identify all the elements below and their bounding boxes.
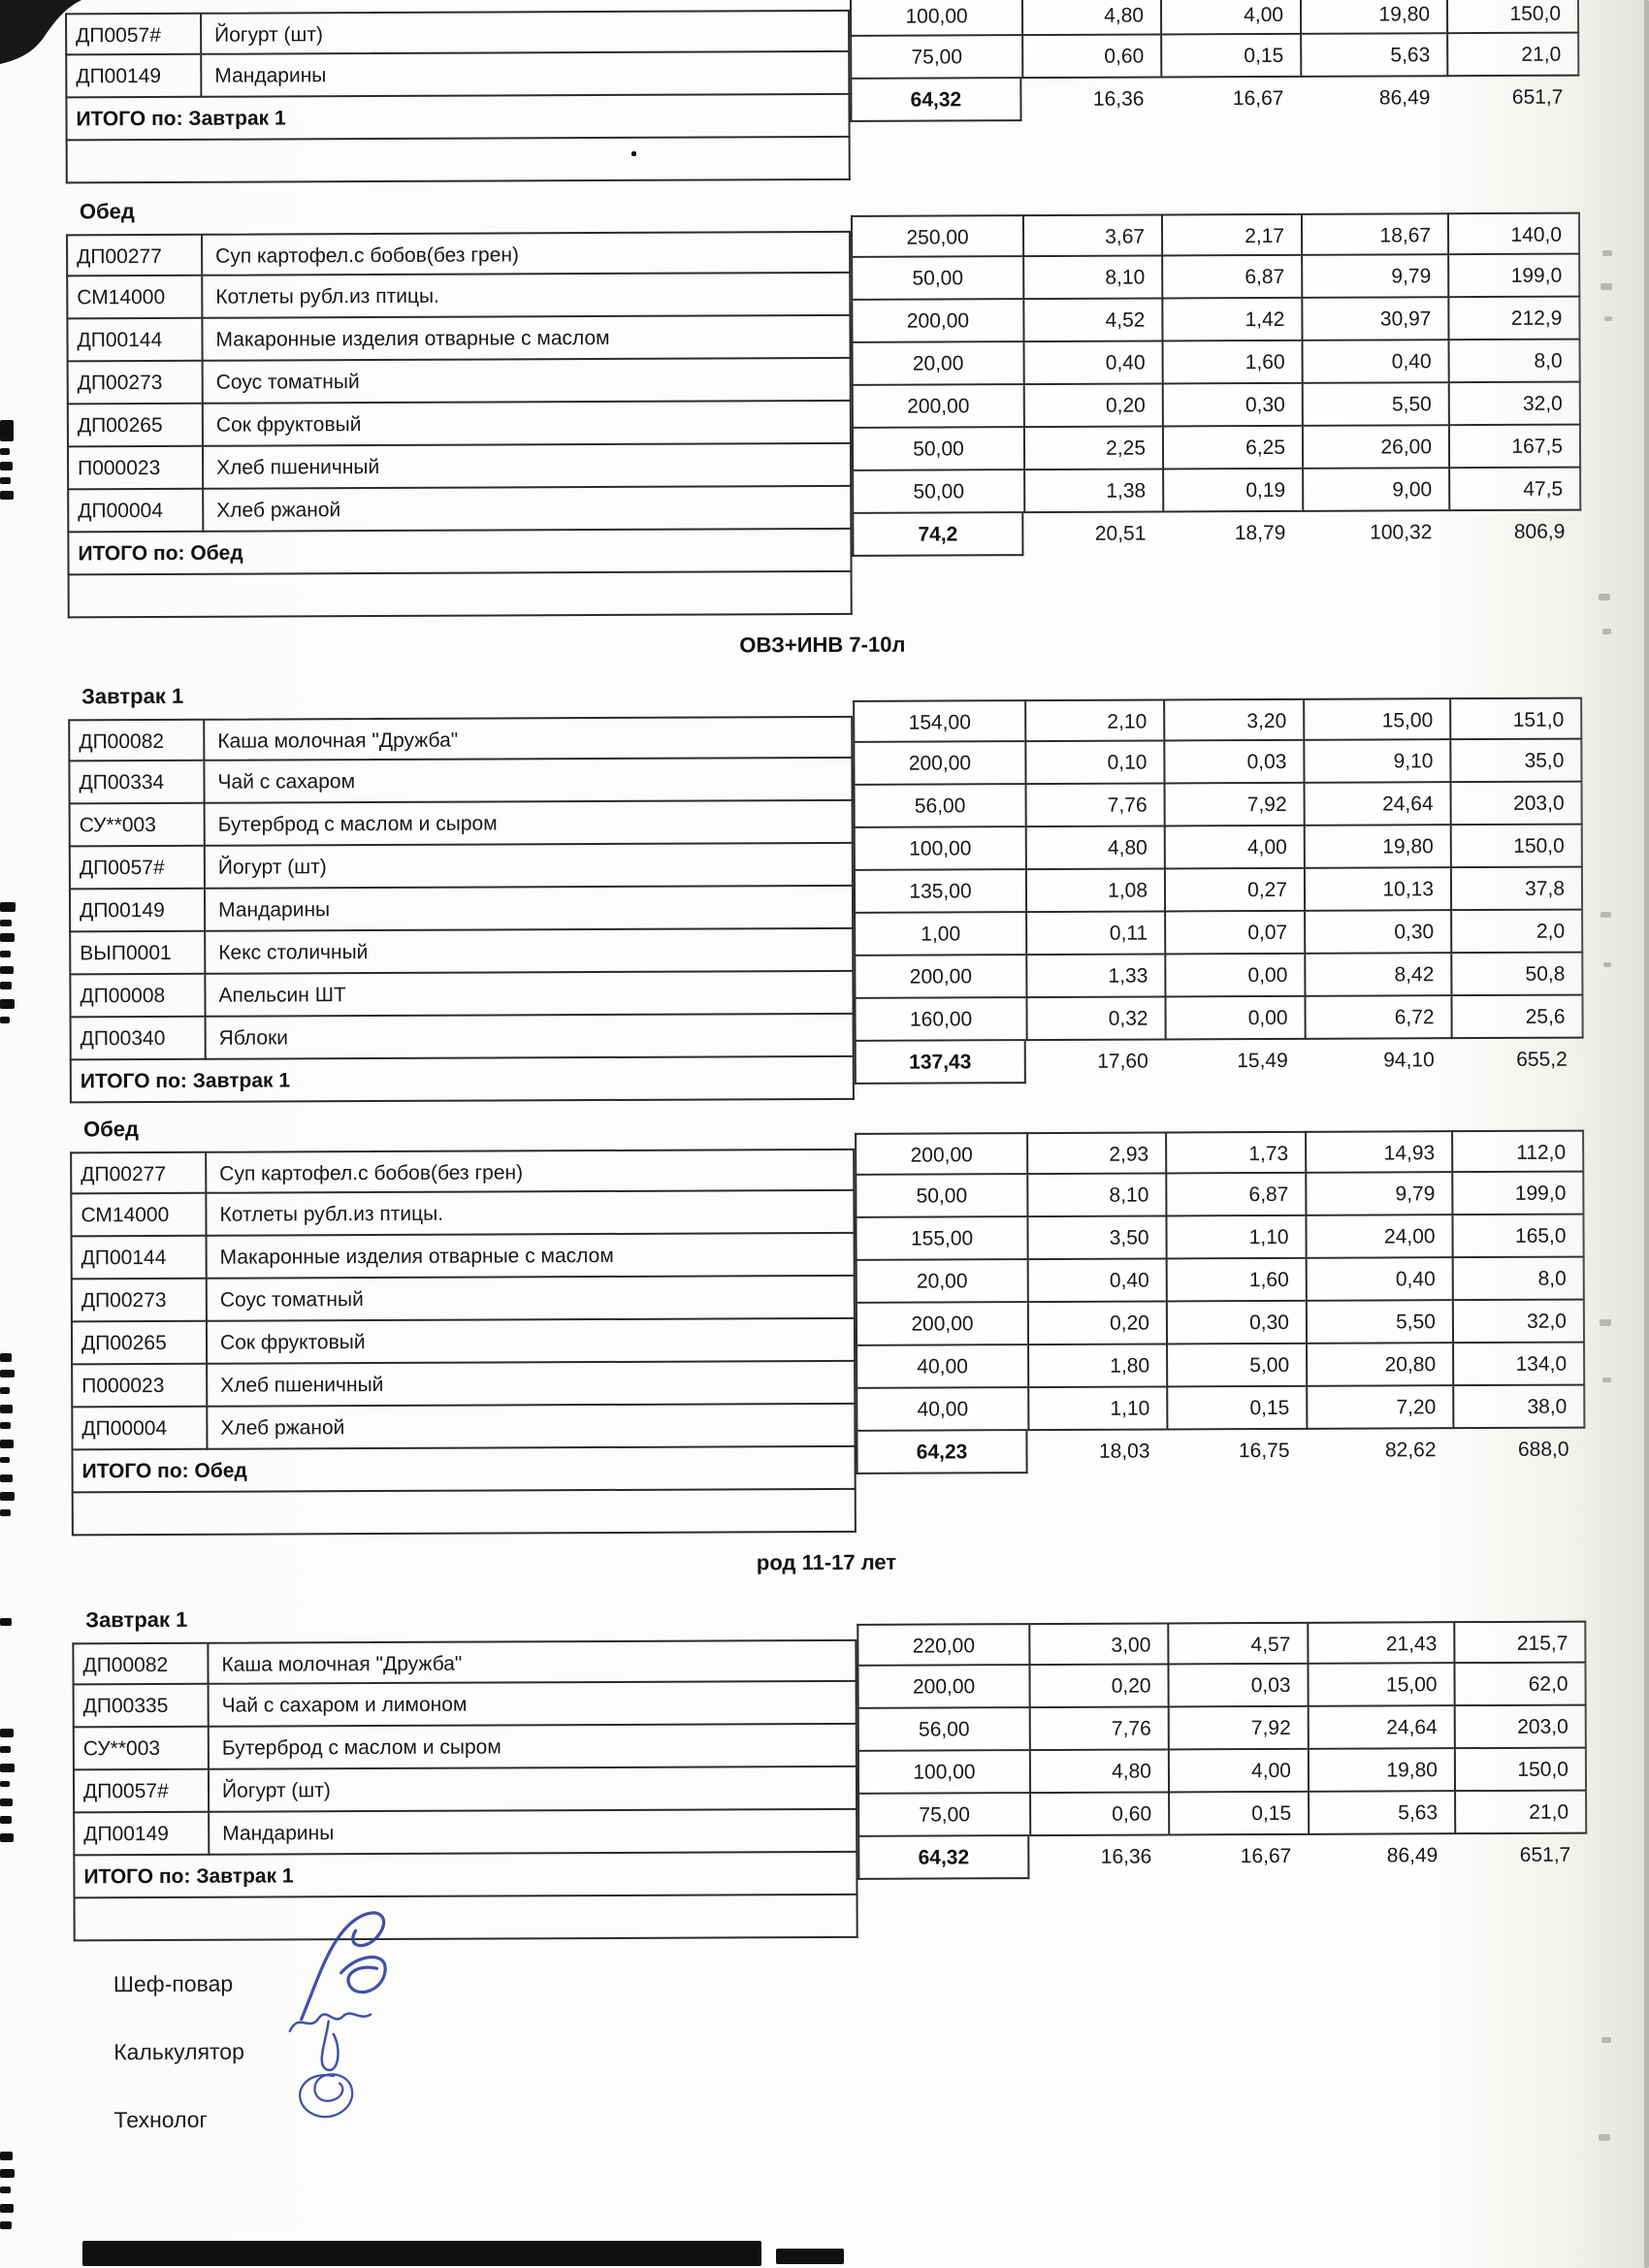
- row-name: Хлеб ржаной: [206, 1405, 856, 1450]
- total-row-label: ИТОГО по: Обед: [67, 530, 852, 576]
- row-value: 150,0: [1450, 826, 1583, 869]
- signature-label: Технолог: [113, 2106, 208, 2133]
- scan-mark: [0, 1422, 11, 1429]
- row-value: 155,00: [855, 1217, 1026, 1261]
- row-value: 0,10: [1024, 741, 1163, 785]
- row-value: 9,79: [1301, 255, 1447, 299]
- row-value: 4,52: [1022, 299, 1161, 342]
- row-value: 0,40: [1023, 341, 1162, 385]
- total-value: 18,03: [1098, 1440, 1150, 1463]
- total-value: 16,67: [1240, 1844, 1292, 1868]
- row-value: 0,20: [1028, 1665, 1167, 1708]
- row-value: 0,15: [1160, 35, 1300, 79]
- row-value: 0,00: [1164, 955, 1304, 998]
- row-value: 7,92: [1168, 1707, 1308, 1751]
- row-name: Кекс столичный: [204, 929, 854, 975]
- row-name: Соус томатный: [206, 1277, 856, 1322]
- row-code: ДП00340: [70, 1018, 205, 1061]
- row-name: Суп картофел.с бобов(без грен): [205, 1149, 855, 1194]
- row-code: ДП0057#: [69, 847, 204, 891]
- total-value: 86,49: [1378, 86, 1431, 110]
- row-code: ДП00082: [72, 1642, 207, 1686]
- row-name: Соус томатный: [202, 359, 852, 405]
- row-code: СУ**003: [73, 1728, 208, 1771]
- row-value: 35,0: [1449, 740, 1582, 784]
- total-value: 16,67: [1232, 86, 1284, 111]
- section-heading: ОВЗ+ИНВ 7-10л: [739, 632, 906, 658]
- row-value: 200,00: [852, 385, 1023, 429]
- meal-title: Обед: [79, 199, 135, 224]
- row-value: 62,0: [1453, 1664, 1586, 1707]
- row-value: 20,80: [1306, 1344, 1452, 1387]
- scan-mark: [0, 951, 11, 957]
- row-value: 0,30: [1166, 1302, 1306, 1345]
- scan-mark: [0, 902, 16, 912]
- row-code: ДП00149: [69, 890, 204, 933]
- row-value: 50,00: [851, 257, 1022, 301]
- scan-mark: [0, 999, 15, 1009]
- scan-mark: [0, 1017, 10, 1023]
- scan-mark: [0, 1798, 13, 1806]
- scan-smudge: [1600, 912, 1611, 918]
- scan-smudge: [1602, 250, 1612, 256]
- signature-scribble: [271, 2062, 387, 2153]
- row-value: 8,0: [1448, 340, 1581, 384]
- row-code: ДП0057#: [65, 13, 200, 56]
- row-value: 200,00: [855, 1132, 1026, 1176]
- row-value: 32,0: [1448, 383, 1581, 427]
- row-value: 1,80: [1027, 1345, 1166, 1388]
- scan-mark: [0, 920, 12, 926]
- row-value: 154,00: [853, 699, 1024, 743]
- scan-mark: [0, 477, 11, 484]
- total-value: 20,51: [1094, 522, 1147, 545]
- scan-mark: [776, 2249, 844, 2264]
- total-value: 18,79: [1234, 521, 1286, 545]
- row-value: 26,00: [1302, 426, 1448, 470]
- row-value: 25,6: [1450, 996, 1583, 1040]
- row-value: 4,57: [1167, 1622, 1307, 1666]
- total-value: 655,2: [1516, 1048, 1568, 1071]
- scan-mark: [0, 491, 14, 500]
- row-value: 24,64: [1308, 1706, 1454, 1750]
- row-value: 200,00: [856, 1303, 1027, 1346]
- row-code: ДП00277: [70, 1151, 205, 1195]
- total-row-label: ИТОГО по: Завтрак 1: [65, 95, 850, 142]
- row-value: 200,00: [851, 300, 1022, 343]
- scan-mark: [0, 933, 15, 942]
- row-name: Яблоки: [205, 1015, 855, 1060]
- row-value: 7,76: [1029, 1707, 1168, 1751]
- row-name: Макаронные изделия отварные с маслом: [201, 316, 851, 362]
- total-value: 651,7: [1519, 1843, 1571, 1866]
- total-value: 17,60: [1097, 1050, 1148, 1073]
- row-value: 200,00: [853, 742, 1024, 786]
- row-value: 40,00: [856, 1345, 1027, 1389]
- scan-mark: [0, 1833, 14, 1842]
- row-value: 0,07: [1164, 912, 1304, 956]
- row-name: Мандарины: [200, 52, 850, 98]
- row-name: Апельсин ШТ: [204, 972, 854, 1018]
- row-value: 150,0: [1446, 0, 1579, 34]
- row-name: Каша молочная "Дружба": [203, 716, 853, 761]
- row-name: Сок фруктовый: [202, 402, 852, 447]
- scan-corner-blob: [0, 0, 97, 78]
- row-value: 3,50: [1026, 1216, 1165, 1260]
- row-value: 20,00: [856, 1260, 1027, 1304]
- scan-smudge: [1602, 1377, 1611, 1382]
- row-value: 1,10: [1165, 1216, 1305, 1260]
- row-value: 0,15: [1166, 1387, 1306, 1431]
- row-value: 0,27: [1164, 869, 1304, 913]
- row-code: ДП00273: [71, 1280, 206, 1323]
- row-value: 3,20: [1163, 698, 1303, 742]
- row-name: Йогурт (шт): [208, 1767, 857, 1813]
- scan-mark: [0, 420, 14, 441]
- row-name: Бутерброд с маслом и сыром: [208, 1725, 857, 1770]
- row-value: 165,0: [1451, 1215, 1584, 1259]
- scan-smudge: [1599, 594, 1610, 600]
- meal-title: Завтрак 1: [81, 683, 184, 709]
- row-value: 112,0: [1451, 1130, 1584, 1174]
- row-value: 75,00: [857, 1794, 1029, 1837]
- row-value: 1,38: [1023, 470, 1162, 513]
- row-value: 150,0: [1454, 1749, 1587, 1793]
- scan-mark: [0, 966, 14, 974]
- scan-mark: [0, 1387, 10, 1394]
- row-value: 0,15: [1168, 1793, 1308, 1836]
- row-value: 250,00: [851, 214, 1022, 258]
- row-code: СУ**003: [69, 804, 204, 848]
- row-value: 140,0: [1447, 212, 1580, 256]
- row-value: 0,19: [1162, 470, 1302, 513]
- total-value: 688,0: [1517, 1438, 1569, 1461]
- row-name: Котлеты рубл.из птицы.: [205, 1191, 855, 1237]
- row-value: 50,00: [852, 428, 1023, 471]
- row-value: 6,87: [1161, 256, 1301, 300]
- row-value: 1,73: [1165, 1131, 1305, 1175]
- row-value: 50,00: [852, 470, 1023, 514]
- total-value: 64,23: [856, 1431, 1027, 1474]
- row-value: 0,20: [1023, 384, 1162, 428]
- row-value: 4,80: [1029, 1750, 1168, 1794]
- row-code: СМ14000: [70, 1194, 205, 1238]
- row-value: 1,42: [1161, 299, 1301, 342]
- scan-mark: [0, 448, 10, 455]
- empty-row: [66, 138, 851, 184]
- row-name: Мандарины: [204, 887, 854, 932]
- row-value: 3,00: [1028, 1622, 1167, 1666]
- row-value: 203,0: [1450, 783, 1583, 826]
- row-code: П000023: [71, 1365, 206, 1409]
- scan-mark: [0, 2204, 14, 2213]
- row-value: 135,00: [854, 870, 1025, 914]
- total-value: 100,32: [1370, 521, 1433, 544]
- row-value: 0,30: [1162, 384, 1302, 428]
- total-value: 651,7: [1511, 85, 1564, 109]
- row-value: 0,11: [1025, 912, 1164, 956]
- row-value: 151,0: [1449, 697, 1582, 741]
- scan-mark: [0, 2187, 11, 2193]
- scan-mark: [631, 151, 636, 156]
- row-value: 1,10: [1027, 1387, 1166, 1431]
- total-row-label: ИТОГО по: Обед: [71, 1447, 856, 1494]
- scan-mark: [0, 1474, 13, 1482]
- row-value: 6,25: [1162, 427, 1302, 470]
- row-name: Чай с сахаром: [203, 759, 853, 804]
- row-value: 1,08: [1025, 869, 1164, 913]
- row-value: 5,63: [1308, 1792, 1454, 1835]
- meal-title: Обед: [82, 1117, 140, 1142]
- scan-mark: [0, 1457, 10, 1463]
- empty-row: [72, 1490, 857, 1537]
- row-value: 15,00: [1307, 1664, 1453, 1707]
- row-value: 6,87: [1165, 1174, 1305, 1217]
- row-value: 56,00: [857, 1708, 1029, 1752]
- row-value: 1,60: [1166, 1259, 1306, 1303]
- row-code: ДП00335: [73, 1685, 208, 1729]
- total-value: 806,9: [1513, 520, 1566, 543]
- total-value: 64,32: [857, 1836, 1029, 1880]
- scan-mark: [0, 1781, 10, 1787]
- row-value: 7,76: [1025, 784, 1164, 827]
- row-value: 4,80: [1021, 0, 1160, 36]
- row-value: 220,00: [857, 1623, 1028, 1667]
- row-code: ДП00334: [68, 761, 203, 805]
- row-value: 9,79: [1305, 1173, 1451, 1216]
- row-value: 1,33: [1025, 955, 1164, 998]
- scan-mark: [0, 982, 12, 989]
- total-value: 64,32: [850, 79, 1021, 122]
- scan-smudge: [1603, 962, 1611, 967]
- total-value: 82,62: [1384, 1439, 1437, 1462]
- row-value: 8,42: [1304, 954, 1450, 997]
- row-value: 200,00: [854, 956, 1025, 999]
- row-value: 0,40: [1302, 340, 1448, 384]
- row-name: Каша молочная "Дружба": [207, 1639, 857, 1685]
- row-value: 0,03: [1163, 741, 1303, 785]
- row-value: 4,80: [1025, 826, 1164, 870]
- row-value: 203,0: [1454, 1706, 1587, 1750]
- scan-mark: [0, 1729, 14, 1737]
- row-value: 40,00: [856, 1388, 1027, 1432]
- row-value: 4,00: [1168, 1750, 1308, 1794]
- row-code: ДП00149: [65, 55, 200, 99]
- scan-mark: [0, 1746, 11, 1753]
- scan-mark: [0, 1405, 13, 1413]
- row-value: 2,10: [1024, 698, 1163, 742]
- row-value: 6,72: [1304, 996, 1450, 1040]
- row-value: 200,00: [857, 1666, 1028, 1709]
- row-value: 5,50: [1302, 383, 1448, 427]
- total-value: 74,2: [852, 513, 1023, 557]
- row-name: Котлеты рубл.из птицы.: [201, 274, 851, 319]
- row-name: Хлеб ржаной: [202, 487, 852, 533]
- empty-row: [74, 1895, 858, 1942]
- row-value: 8,10: [1022, 256, 1161, 300]
- row-value: 19,80: [1304, 826, 1450, 869]
- row-value: 4,00: [1160, 0, 1300, 35]
- empty-row: [68, 572, 853, 619]
- row-value: 2,0: [1450, 911, 1583, 955]
- row-name: Хлеб пшеничный: [206, 1362, 856, 1408]
- scan-smudge: [1644, 0, 1649, 2268]
- row-code: ДП00004: [71, 1408, 206, 1451]
- row-value: 199,0: [1447, 255, 1580, 299]
- row-name: Чай с сахаром и лимоном: [208, 1682, 857, 1728]
- total-value: 16,75: [1238, 1439, 1290, 1463]
- row-value: 0,40: [1306, 1258, 1452, 1302]
- scan-mark: [0, 1440, 14, 1448]
- row-value: 5,50: [1306, 1301, 1452, 1345]
- row-value: 15,00: [1303, 697, 1449, 741]
- row-code: П000023: [67, 447, 202, 491]
- row-name: Йогурт (шт): [200, 10, 850, 55]
- scan-smudge: [1602, 629, 1611, 634]
- row-value: 5,63: [1300, 34, 1446, 78]
- row-value: 0,60: [1029, 1793, 1168, 1836]
- row-value: 38,0: [1452, 1386, 1585, 1430]
- row-name: Йогурт (шт): [204, 844, 854, 890]
- row-value: 21,0: [1446, 34, 1579, 78]
- scan-smudge: [1600, 283, 1612, 290]
- row-value: 0,03: [1167, 1665, 1307, 1708]
- row-value: 7,92: [1164, 784, 1304, 827]
- row-value: 37,8: [1450, 868, 1583, 912]
- row-name: Бутерброд с маслом и сыром: [204, 801, 854, 847]
- scan-smudge: [1600, 1319, 1611, 1326]
- scan-mark: [82, 2241, 761, 2266]
- row-value: 100,00: [857, 1751, 1029, 1795]
- total-value: 137,43: [855, 1041, 1026, 1085]
- section-heading: род 11-17 лет: [756, 1549, 897, 1575]
- signature-label: Шеф-повар: [113, 1970, 234, 1997]
- row-value: 21,43: [1307, 1621, 1453, 1665]
- row-value: 1,60: [1162, 341, 1302, 385]
- row-value: 32,0: [1452, 1301, 1585, 1345]
- signature-label: Калькулятор: [113, 2038, 244, 2065]
- row-value: 199,0: [1451, 1173, 1584, 1216]
- row-value: 0,00: [1164, 997, 1304, 1041]
- row-value: 24,00: [1305, 1215, 1451, 1259]
- row-value: 9,10: [1303, 740, 1449, 784]
- row-value: 19,80: [1300, 0, 1446, 35]
- row-value: 7,20: [1306, 1386, 1452, 1430]
- row-value: 1,00: [854, 913, 1025, 956]
- scan-mark: [0, 1370, 15, 1377]
- scan-mark: [0, 1618, 12, 1626]
- row-name: Макаронные изделия отварные с маслом: [206, 1234, 856, 1280]
- row-name: Сок фруктовый: [206, 1319, 856, 1365]
- row-value: 2,17: [1161, 213, 1301, 257]
- row-value: 134,0: [1452, 1344, 1585, 1387]
- row-value: 100,00: [850, 0, 1021, 37]
- row-code: ДП00008: [69, 975, 204, 1019]
- row-name: Мандарины: [208, 1810, 857, 1856]
- row-value: 5,00: [1166, 1345, 1306, 1388]
- row-value: 212,9: [1447, 298, 1580, 341]
- scan-mark: [0, 1816, 12, 1824]
- scan-smudge: [1604, 316, 1612, 321]
- row-value: 47,5: [1448, 469, 1581, 512]
- meal-title: Завтрак 1: [85, 1606, 188, 1633]
- row-value: 2,25: [1023, 427, 1162, 470]
- total-row-label: ИТОГО по: Завтрак 1: [70, 1057, 855, 1104]
- row-value: 56,00: [854, 785, 1025, 828]
- row-code: ДП0057#: [73, 1770, 208, 1814]
- row-value: 21,0: [1454, 1792, 1587, 1835]
- row-value: 0,40: [1027, 1259, 1166, 1303]
- row-code: ДП00265: [67, 405, 202, 448]
- row-value: 167,5: [1448, 426, 1581, 470]
- row-value: 3,67: [1022, 213, 1161, 257]
- row-code: ДП00004: [67, 490, 202, 534]
- row-code: ДП00273: [67, 362, 202, 405]
- row-name: Хлеб пшеничный: [202, 444, 852, 490]
- scan-smudge: [1599, 2134, 1610, 2141]
- row-code: ДП00265: [71, 1322, 206, 1366]
- row-value: 9,00: [1302, 469, 1448, 512]
- scan-mark: [0, 1764, 15, 1772]
- row-value: 8,10: [1026, 1174, 1165, 1217]
- row-value: 14,93: [1305, 1130, 1451, 1174]
- row-value: 20,00: [852, 342, 1023, 386]
- scan-mark: [0, 2221, 12, 2229]
- total-value: 94,10: [1383, 1049, 1435, 1072]
- total-value: 16,36: [1100, 1845, 1152, 1868]
- row-value: 0,30: [1304, 911, 1450, 955]
- row-code: ВЫП0001: [69, 932, 204, 976]
- row-value: 4,00: [1164, 826, 1304, 870]
- scan-mark: [0, 1509, 11, 1516]
- scan-mark: [0, 2152, 13, 2160]
- row-value: 215,7: [1453, 1621, 1586, 1665]
- scan-mark: [0, 1492, 15, 1501]
- row-code: СМ14000: [66, 276, 201, 320]
- row-value: 0,60: [1021, 35, 1160, 79]
- row-code: ДП00144: [71, 1237, 206, 1280]
- scan-mark: [0, 2169, 15, 2178]
- row-value: 0,20: [1027, 1302, 1166, 1345]
- row-value: 50,8: [1450, 954, 1583, 997]
- row-value: 18,67: [1301, 212, 1447, 256]
- scan-mark: [0, 1353, 12, 1362]
- row-code: ДП00149: [73, 1813, 208, 1857]
- row-value: 10,13: [1304, 868, 1450, 912]
- row-value: 160,00: [854, 998, 1025, 1042]
- row-value: 100,00: [854, 827, 1025, 871]
- row-value: 50,00: [855, 1175, 1026, 1218]
- row-value: 19,80: [1308, 1749, 1454, 1793]
- total-value: 86,49: [1386, 1844, 1439, 1867]
- total-value: 16,36: [1092, 87, 1145, 111]
- row-value: 75,00: [850, 36, 1021, 80]
- row-code: ДП00277: [66, 234, 201, 277]
- total-value: 15,49: [1237, 1049, 1288, 1073]
- row-value: 8,0: [1452, 1258, 1585, 1302]
- row-code: ДП00144: [66, 319, 201, 363]
- total-row-label: ИТОГО по: Завтрак 1: [73, 1853, 857, 1899]
- scan-smudge: [1601, 2037, 1611, 2043]
- row-value: 2,93: [1026, 1131, 1165, 1175]
- row-value: 24,64: [1304, 783, 1450, 826]
- row-value: 0,32: [1025, 997, 1164, 1041]
- row-name: Суп картофел.с бобов(без грен): [201, 231, 851, 276]
- row-value: 30,97: [1301, 298, 1447, 341]
- row-code: ДП00082: [68, 719, 203, 762]
- scan-mark: [0, 462, 13, 470]
